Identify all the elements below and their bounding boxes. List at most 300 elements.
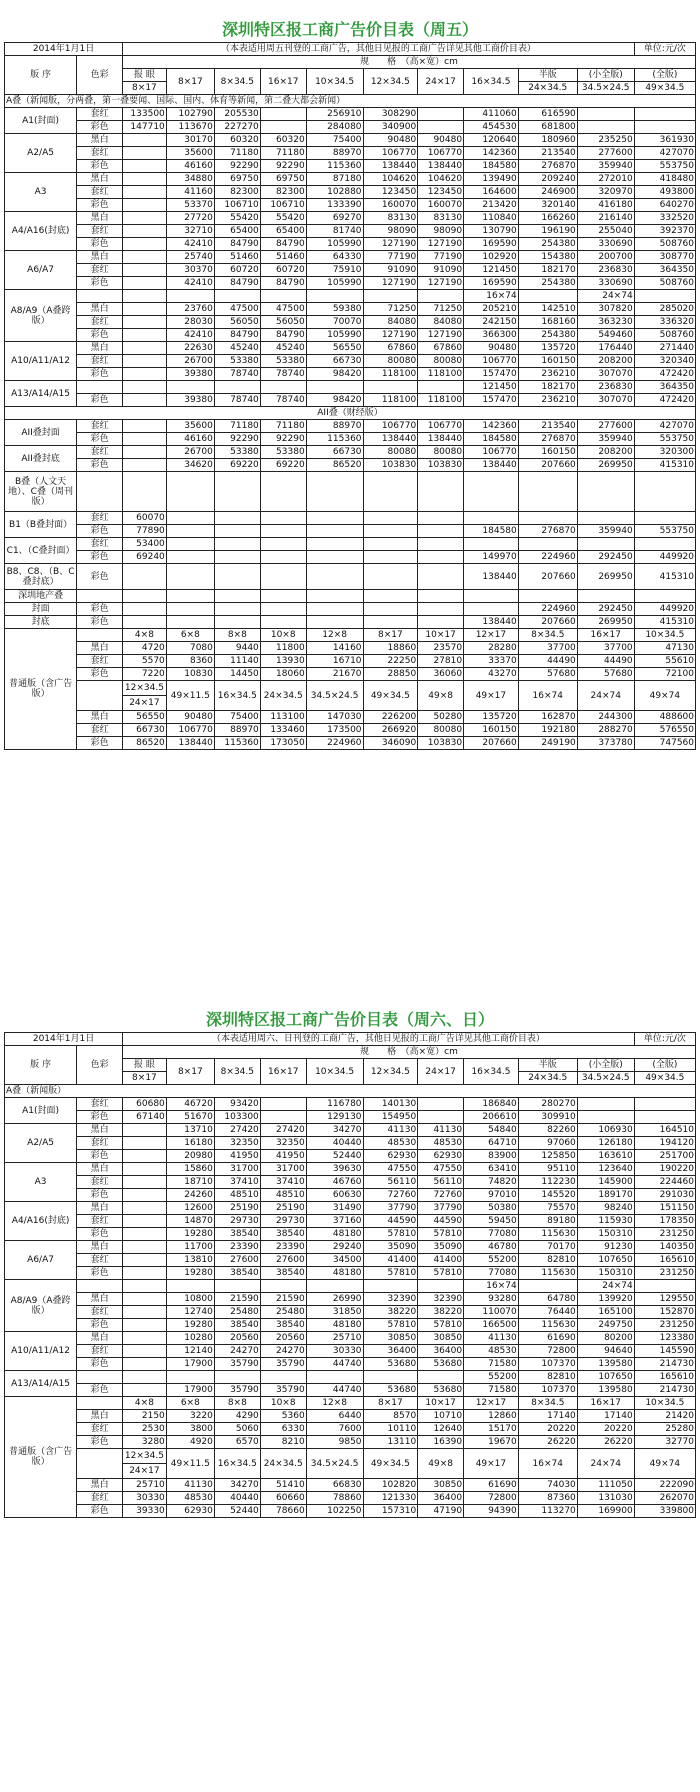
- color-cell: 黑白: [77, 1479, 123, 1492]
- color-cell: [77, 472, 123, 512]
- size-header: 16×34.5: [214, 681, 260, 711]
- size-header: 34.5×24.5: [306, 1449, 363, 1479]
- price-cell: [260, 1371, 306, 1384]
- price-cell: 82810: [518, 1254, 577, 1267]
- price-cell: 88970: [214, 724, 260, 737]
- price-cell: [123, 1293, 167, 1306]
- table-row: [5, 459, 696, 472]
- price-cell: 42410: [166, 277, 214, 290]
- price-cell: 48510: [260, 1189, 306, 1202]
- price-cell: 107650: [577, 1254, 634, 1267]
- price-cell: 97060: [518, 1137, 577, 1150]
- row-label: A10/A11/A12: [5, 1332, 77, 1371]
- price-cell: 165610: [634, 1254, 695, 1267]
- price-cell: [518, 1280, 577, 1293]
- price-cell: 86520: [123, 737, 167, 750]
- table-row: [5, 1254, 696, 1267]
- price-cell: 165100: [577, 1306, 634, 1319]
- price-cell: 91230: [577, 1241, 634, 1254]
- color-cell: 套红: [77, 655, 123, 668]
- price-cell: [123, 342, 167, 355]
- row-label: A13/A14/A15: [5, 381, 77, 407]
- price-cell: 41950: [214, 1150, 260, 1163]
- price-cell: 93280: [464, 1293, 519, 1306]
- price-cell: 78740: [214, 368, 260, 381]
- price-cell: 320970: [577, 186, 634, 199]
- table-row: [5, 1241, 696, 1254]
- price-cell: 17140: [577, 1410, 634, 1423]
- size-header: (全版): [634, 69, 695, 82]
- table-row: [5, 616, 696, 629]
- price-cell: 262070: [634, 1492, 695, 1505]
- price-cell: 11140: [214, 655, 260, 668]
- price-cell: [123, 1241, 167, 1254]
- price-cell: 330690: [577, 277, 634, 290]
- price-cell: 18710: [166, 1176, 214, 1189]
- price-cell: 12740: [166, 1306, 214, 1319]
- color-cell: 彩色: [77, 668, 123, 681]
- price-cell: 392370: [634, 225, 695, 238]
- size-header: 24×17: [418, 1059, 464, 1085]
- price-cell: 309910: [518, 1111, 577, 1124]
- price-cell: 36400: [418, 1345, 464, 1358]
- size-header: 8×8: [214, 1397, 260, 1410]
- price-cell: [260, 121, 306, 134]
- price-cell: [123, 1150, 167, 1163]
- price-cell: 47190: [418, 1505, 464, 1518]
- price-cell: 75570: [518, 1202, 577, 1215]
- price-cell: 107650: [577, 1371, 634, 1384]
- color-cell: 套红: [77, 446, 123, 459]
- price-cell: [123, 1163, 167, 1176]
- price-cell: 102920: [464, 251, 519, 264]
- price-cell: 88970: [306, 420, 363, 433]
- price-cell: 127190: [418, 277, 464, 290]
- price-cell: 46720: [166, 1098, 214, 1111]
- price-cell: [418, 512, 464, 525]
- price-cell: [123, 147, 167, 160]
- price-cell: [123, 199, 167, 212]
- price-cell: 27420: [260, 1124, 306, 1137]
- color-cell: 套红: [77, 1137, 123, 1150]
- price-cell: 20560: [260, 1332, 306, 1345]
- size-header: 12×34.5: [363, 69, 418, 95]
- price-cell: 19280: [166, 1228, 214, 1241]
- price-cell: 47550: [363, 1163, 418, 1176]
- color-cell: 套红: [77, 264, 123, 277]
- price-cell: 37410: [214, 1176, 260, 1189]
- price-cell: 10710: [418, 1410, 464, 1423]
- size-header: 8×34.5: [214, 1059, 260, 1085]
- price-cell: 112230: [518, 1176, 577, 1189]
- table-row: [5, 1293, 696, 1306]
- color-cell: [77, 1280, 123, 1293]
- price-cell: 110840: [464, 212, 519, 225]
- price-cell: 182170: [518, 264, 577, 277]
- price-cell: 17900: [166, 1358, 214, 1371]
- price-cell: 246900: [518, 186, 577, 199]
- table-row: [5, 225, 696, 238]
- price-cell: [123, 459, 167, 472]
- color-cell: [77, 1371, 123, 1384]
- price-cell: [363, 564, 418, 590]
- price-cell: 31490: [306, 1202, 363, 1215]
- price-cell: 32390: [418, 1293, 464, 1306]
- price-cell: 42410: [166, 329, 214, 342]
- price-cell: 56550: [123, 711, 167, 724]
- price-cell: 13810: [166, 1254, 214, 1267]
- table-row: [5, 1492, 696, 1505]
- price-cell: 133390: [306, 199, 363, 212]
- price-cell: 7600: [306, 1423, 363, 1436]
- price-cell: 135720: [464, 711, 519, 724]
- header-version: 版 序: [5, 1046, 77, 1085]
- price-cell: 254380: [518, 329, 577, 342]
- price-cell: 3280: [123, 1436, 167, 1449]
- color-cell: 黑白: [77, 1410, 123, 1423]
- price-cell: [634, 1098, 695, 1111]
- price-cell: 37700: [518, 642, 577, 655]
- price-cell: 149970: [464, 551, 519, 564]
- price-cell: 276870: [518, 160, 577, 173]
- price-cell: 255040: [577, 225, 634, 238]
- price-cell: 57810: [363, 1319, 418, 1332]
- price-cell: 133460: [260, 724, 306, 737]
- price-cell: 138440: [464, 459, 519, 472]
- price-cell: 30850: [418, 1332, 464, 1345]
- price-cell: 46160: [166, 160, 214, 173]
- price-cell: [418, 472, 464, 512]
- price-cell: [363, 512, 418, 525]
- price-cell: 249750: [577, 1319, 634, 1332]
- price-cell: 236830: [577, 264, 634, 277]
- price-cell: 48510: [214, 1189, 260, 1202]
- table-row: [5, 1306, 696, 1319]
- price-cell: 330690: [577, 238, 634, 251]
- color-cell: 彩色: [77, 368, 123, 381]
- price-cell: [123, 420, 167, 433]
- price-cell: [214, 472, 260, 512]
- size-header: (小全版): [577, 69, 634, 82]
- price-cell: 411060: [464, 108, 519, 121]
- size-header: 24×34.5: [260, 681, 306, 711]
- price-cell: [518, 590, 577, 603]
- price-cell: 118100: [418, 394, 464, 407]
- price-cell: 92290: [260, 160, 306, 173]
- color-cell: 彩色: [77, 199, 123, 212]
- price-cell: [123, 1176, 167, 1189]
- price-cell: 214730: [634, 1384, 695, 1397]
- price-cell: 44490: [518, 655, 577, 668]
- size-header: 8×17: [123, 1072, 167, 1085]
- price-cell: 30850: [363, 1332, 418, 1345]
- price-cell: 308770: [634, 251, 695, 264]
- table-row: [5, 472, 696, 512]
- color-cell: 彩色: [77, 1358, 123, 1371]
- table-row: [5, 1163, 696, 1176]
- price-cell: 747560: [634, 737, 695, 750]
- price-cell: [306, 564, 363, 590]
- price-cell: 32770: [634, 1436, 695, 1449]
- price-cell: [634, 108, 695, 121]
- price-cell: 51460: [214, 251, 260, 264]
- price-cell: 77890: [123, 525, 167, 538]
- price-cell: 8360: [166, 655, 214, 668]
- size-header: 12×17: [464, 1397, 519, 1410]
- price-cell: 3800: [166, 1423, 214, 1436]
- row-label: 封底: [5, 616, 77, 629]
- color-cell: [77, 381, 123, 394]
- color-cell: 黑白: [77, 1332, 123, 1345]
- price-cell: [123, 1124, 167, 1137]
- price-cell: 8570: [363, 1410, 418, 1423]
- table-row: [5, 329, 696, 342]
- price-cell: 30330: [306, 1345, 363, 1358]
- price-cell: 118100: [418, 368, 464, 381]
- row-label: B8、C8、（B、C叠封底）: [5, 564, 77, 590]
- color-cell: 套红: [77, 538, 123, 551]
- price-cell: 363230: [577, 316, 634, 329]
- color-cell: 黑白: [77, 1124, 123, 1137]
- price-cell: 47550: [418, 1163, 464, 1176]
- price-cell: [123, 368, 167, 381]
- price-cell: 280270: [518, 1098, 577, 1111]
- table-row: [5, 655, 696, 668]
- price-cell: 27600: [260, 1254, 306, 1267]
- price-cell: 67860: [418, 342, 464, 355]
- price-cell: [634, 1111, 695, 1124]
- color-cell: 彩色: [77, 433, 123, 446]
- price-cell: 46160: [166, 433, 214, 446]
- price-cell: 133500: [123, 108, 167, 121]
- price-cell: [123, 472, 167, 512]
- price-cell: [260, 1280, 306, 1293]
- price-cell: 32350: [260, 1137, 306, 1150]
- price-cell: 37160: [306, 1215, 363, 1228]
- price-cell: 22630: [166, 342, 214, 355]
- price-cell: 266920: [363, 724, 418, 737]
- price-cell: 20560: [214, 1332, 260, 1345]
- price-cell: 236210: [518, 394, 577, 407]
- price-cell: 84790: [214, 277, 260, 290]
- price-cell: [418, 290, 464, 303]
- color-cell: 套红: [77, 512, 123, 525]
- price-cell: 41130: [464, 1332, 519, 1345]
- table-row: [5, 1479, 696, 1492]
- price-cell: [418, 1371, 464, 1384]
- table-row: [5, 1215, 696, 1228]
- price-cell: 138440: [464, 564, 519, 590]
- size-header: [123, 681, 167, 711]
- price-cell: 16180: [166, 1137, 214, 1150]
- price-cell: 277600: [577, 420, 634, 433]
- price-cell: 184580: [464, 160, 519, 173]
- price-cell: 106930: [577, 1124, 634, 1137]
- price-cell: 63410: [464, 1163, 519, 1176]
- price-cell: [306, 472, 363, 512]
- price-cell: 104620: [363, 173, 418, 186]
- size-header: 6×8: [166, 1397, 214, 1410]
- price-cell: [123, 1280, 167, 1293]
- unit-label: 单位:元/次: [634, 43, 695, 56]
- price-cell: 25740: [166, 251, 214, 264]
- size-header: 10×17: [418, 1397, 464, 1410]
- price-cell: [166, 1280, 214, 1293]
- price-cell: [363, 616, 418, 629]
- price-cell: 138440: [418, 433, 464, 446]
- price-cell: 416180: [577, 199, 634, 212]
- price-cell: 104620: [418, 173, 464, 186]
- price-cell: 142360: [464, 147, 519, 160]
- price-cell: 292450: [577, 551, 634, 564]
- price-cell: 254380: [518, 238, 577, 251]
- price-cell: 84790: [260, 277, 306, 290]
- price-cell: 16×74: [464, 1280, 519, 1293]
- price-cell: 272010: [577, 173, 634, 186]
- price-cell: 84790: [260, 238, 306, 251]
- price-cell: 21670: [306, 668, 363, 681]
- price-cell: 32390: [363, 1293, 418, 1306]
- price-cell: 164600: [464, 186, 519, 199]
- header-spec: 规 格 （高×宽）cm: [123, 1046, 696, 1059]
- size-header: 8×34.5: [518, 1397, 577, 1410]
- price-cell: [418, 590, 464, 603]
- table-row: [5, 303, 696, 316]
- price-cell: 20980: [166, 1150, 214, 1163]
- color-cell: 黑白: [77, 1293, 123, 1306]
- size-header: 12×34.5: [363, 1059, 418, 1085]
- price-cell: 8210: [260, 1436, 306, 1449]
- price-cell: 37790: [363, 1202, 418, 1215]
- size-header: 报 眼: [123, 69, 167, 82]
- price-cell: 115630: [518, 1228, 577, 1241]
- size-header: 24×74: [577, 1449, 634, 1479]
- price-cell: 46780: [464, 1241, 519, 1254]
- price-cell: [123, 616, 167, 629]
- price-cell: [166, 551, 214, 564]
- price-cell: [260, 590, 306, 603]
- price-cell: [166, 564, 214, 590]
- color-cell: 套红: [77, 355, 123, 368]
- row-label: AII叠封底: [5, 446, 77, 472]
- price-cell: 81740: [306, 225, 363, 238]
- price-cell: 53400: [123, 538, 167, 551]
- table-row: [5, 681, 696, 711]
- price-cell: 88970: [306, 147, 363, 160]
- table-row: [5, 342, 696, 355]
- price-cell: [363, 538, 418, 551]
- price-cell: 27810: [418, 655, 464, 668]
- price-cell: 105990: [306, 329, 363, 342]
- price-cell: 55610: [634, 655, 695, 668]
- color-cell: [77, 1397, 123, 1410]
- color-cell: 彩色: [77, 1267, 123, 1280]
- price-cell: 69750: [260, 173, 306, 186]
- price-cell: 53680: [418, 1358, 464, 1371]
- price-cell: 39630: [306, 1163, 363, 1176]
- price-cell: [123, 225, 167, 238]
- price-cell: 106770: [418, 420, 464, 433]
- color-cell: 彩色: [77, 1319, 123, 1332]
- table-row: [5, 1371, 696, 1384]
- price-cell: 206610: [464, 1111, 519, 1124]
- row-label: A2/A5: [5, 1124, 77, 1163]
- price-cell: [123, 564, 167, 590]
- price-cell: 53680: [363, 1384, 418, 1397]
- color-cell: 黑白: [77, 1163, 123, 1176]
- color-cell: 套红: [77, 1423, 123, 1436]
- price-cell: 77080: [464, 1228, 519, 1241]
- header-color: 色彩: [77, 1046, 123, 1085]
- price-cell: 115930: [577, 1215, 634, 1228]
- price-cell: 45240: [214, 342, 260, 355]
- price-cell: 48530: [166, 1492, 214, 1505]
- price-cell: [634, 472, 695, 512]
- price-cell: 40440: [214, 1492, 260, 1505]
- price-cell: 102880: [306, 186, 363, 199]
- price-cell: 57810: [418, 1228, 464, 1241]
- size-header: 49×8: [418, 1449, 464, 1479]
- size-header: 8×17: [166, 1059, 214, 1085]
- price-cell: 76440: [518, 1306, 577, 1319]
- price-cell: 71250: [418, 303, 464, 316]
- price-cell: 508760: [634, 238, 695, 251]
- price-cell: [123, 1332, 167, 1345]
- price-cell: 55420: [214, 212, 260, 225]
- price-cell: [123, 290, 167, 303]
- price-cell: 332520: [634, 212, 695, 225]
- price-cell: 56050: [260, 316, 306, 329]
- table-row: [5, 1449, 696, 1479]
- color-cell: [77, 629, 123, 642]
- price-cell: 51460: [260, 251, 306, 264]
- price-cell: 224460: [634, 1176, 695, 1189]
- color-cell: [77, 1449, 123, 1479]
- table-row: [5, 737, 696, 750]
- price-cell: 36400: [363, 1345, 418, 1358]
- price-cell: 46760: [306, 1176, 363, 1189]
- price-cell: 35790: [214, 1358, 260, 1371]
- price-cell: 127190: [418, 329, 464, 342]
- price-cell: 28280: [464, 642, 519, 655]
- price-cell: 44590: [418, 1215, 464, 1228]
- price-cell: 29730: [260, 1215, 306, 1228]
- price-cell: 69750: [214, 173, 260, 186]
- price-cell: [123, 446, 167, 459]
- price-cell: 72800: [464, 1492, 519, 1505]
- size-header: 8×17: [123, 82, 167, 95]
- table-row: [5, 1098, 696, 1111]
- price-cell: 65400: [260, 225, 306, 238]
- price-cell: [577, 121, 634, 134]
- price-cell: 553750: [634, 433, 695, 446]
- price-cell: 106770: [464, 355, 519, 368]
- size-header: 49×8: [418, 681, 464, 711]
- price-cell: 129550: [634, 1293, 695, 1306]
- price-cell: [166, 512, 214, 525]
- price-cell: 364350: [634, 264, 695, 277]
- price-cell: 31700: [214, 1163, 260, 1176]
- price-cell: 207660: [518, 564, 577, 590]
- table-row: [5, 525, 696, 538]
- price-cell: 138440: [464, 616, 519, 629]
- price-cell: 77080: [464, 1267, 519, 1280]
- color-cell: 彩色: [77, 737, 123, 750]
- price-cell: 173050: [260, 737, 306, 750]
- table-row: [5, 160, 696, 173]
- color-cell: 套红: [77, 147, 123, 160]
- price-cell: 74820: [464, 1176, 519, 1189]
